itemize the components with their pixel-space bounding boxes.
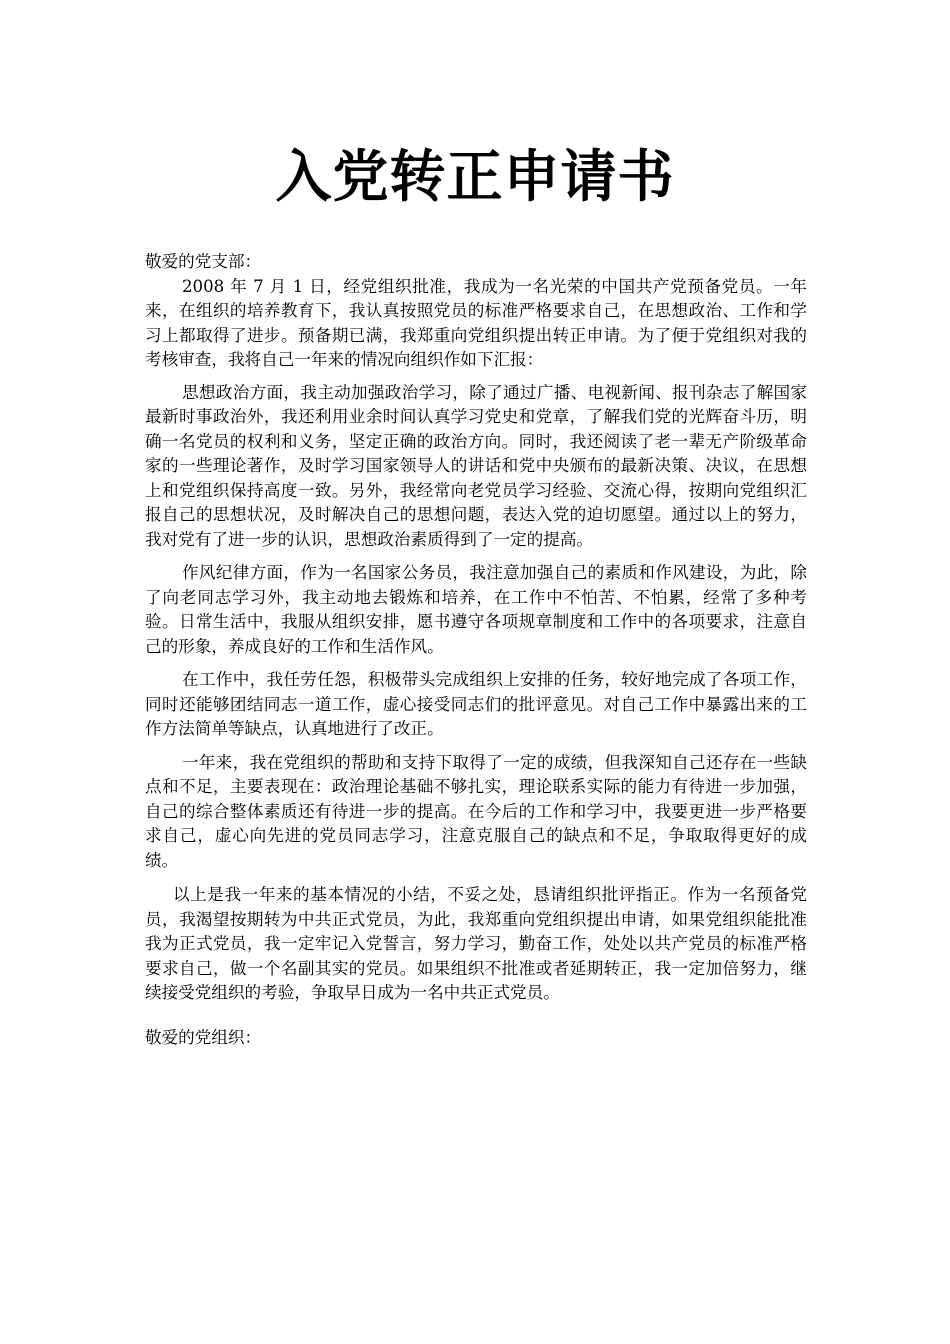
paragraph-intro: 2008 年 7 月 1 日，经党组织批准，我成为一名光荣的中国共产党预备党员。一年来，在组织的培养教育下，我认真按照党员的标准严格要求自己，在思想政治、工作和学习上都取得了进步。预备期已满，我郑重向党组织提出转正申请。为了便于党组织对我的考核审查，我将自己一年来的情况向组织作如下汇报： (145, 276, 807, 369)
paragraph-shortcomings: 一年来，我在党组织的帮助和支持下取得了一定的成绩，但我深知自己还存在一些缺点和不足，主要表现在：政治理论基础不够扎实，理论联系实际的能力有待进一步加强，自己的综合整体素质还有待进一步的提高。在今后的工作和学习中，我要更进一步严格要求自己，虚心向先进的党员同志学习，注意克服自己的缺点和不足，争取取得更好的成绩。 (145, 752, 807, 870)
closing-salutation: 敬爱的党组织： (145, 1027, 262, 1047)
document-title: 入党转正申请书 (275, 145, 675, 210)
paragraph-work: 在工作中，我任劳任怨，积极带头完成组织上安排的任务，较好地完成了各项工作，同时还能够团结同志一道工作，虚心接受同志们的批评意见。对自己工作中暴露出来的工作方法简单等缺点，认真地进行了改正。 (145, 670, 807, 738)
paragraph-conclusion: 以上是我一年来的基本情况的小结，不妥之处，恳请组织批评指正。作为一名预备党员，我渴望按期转为中共正式党员，为此，我郑重向党组织提出申请，如果党组织能批准我为正式党员，我一定牢记入党誓言，努力学习，勤奋工作，处处以共产党员的标准严格要求自己，做一个名副其实的党员。如果组织不批准或者延期转正，我一定加倍努力，继续接受党组织的考验，争取早日成为一名中共正式党员。 (145, 885, 807, 1002)
paragraph-discipline: 作风纪律方面，作为一名国家公务员，我注意加强自己的素质和作风建设，为此，除了向老同志学习外，我主动地去锻炼和培养，在工作中不怕苦、不怕累，经常了多种考验。日常生活中，我服从组织安排，愿书遵守各项规章制度和工作中的各项要求，注意自己的形象，养成良好的工作和生活作风。 (145, 563, 807, 656)
document-body (145, 250, 807, 1050)
salutation: 敬爱的党支部： (145, 252, 262, 271)
paragraph-political: 思想政治方面，我主动加强政治学习，除了通过广播、电视新闻、报刊杂志了解国家最新时事政治外，我还利用业余时间认真学习党史和党章，了解我们党的光辉奋斗历，明确一名党员的权利和义务，坚定正确的政治方向。同时，我还阅读了老一辈无产阶级革命家的一些理论著作，及时学习国家领导人的讲话和党中央颁布的最新决策、决议，在思想上和党组织保持高度一致。另外，我经常向老党员学习经验、交流心得，按期向党组织汇报自己的思想状况，及时解决自己的思想问题，表达入党的迫切愿望。通过以上的努力，我对党有了进一步的认识，思想政治素质得到了一定的提高。 (145, 382, 807, 549)
